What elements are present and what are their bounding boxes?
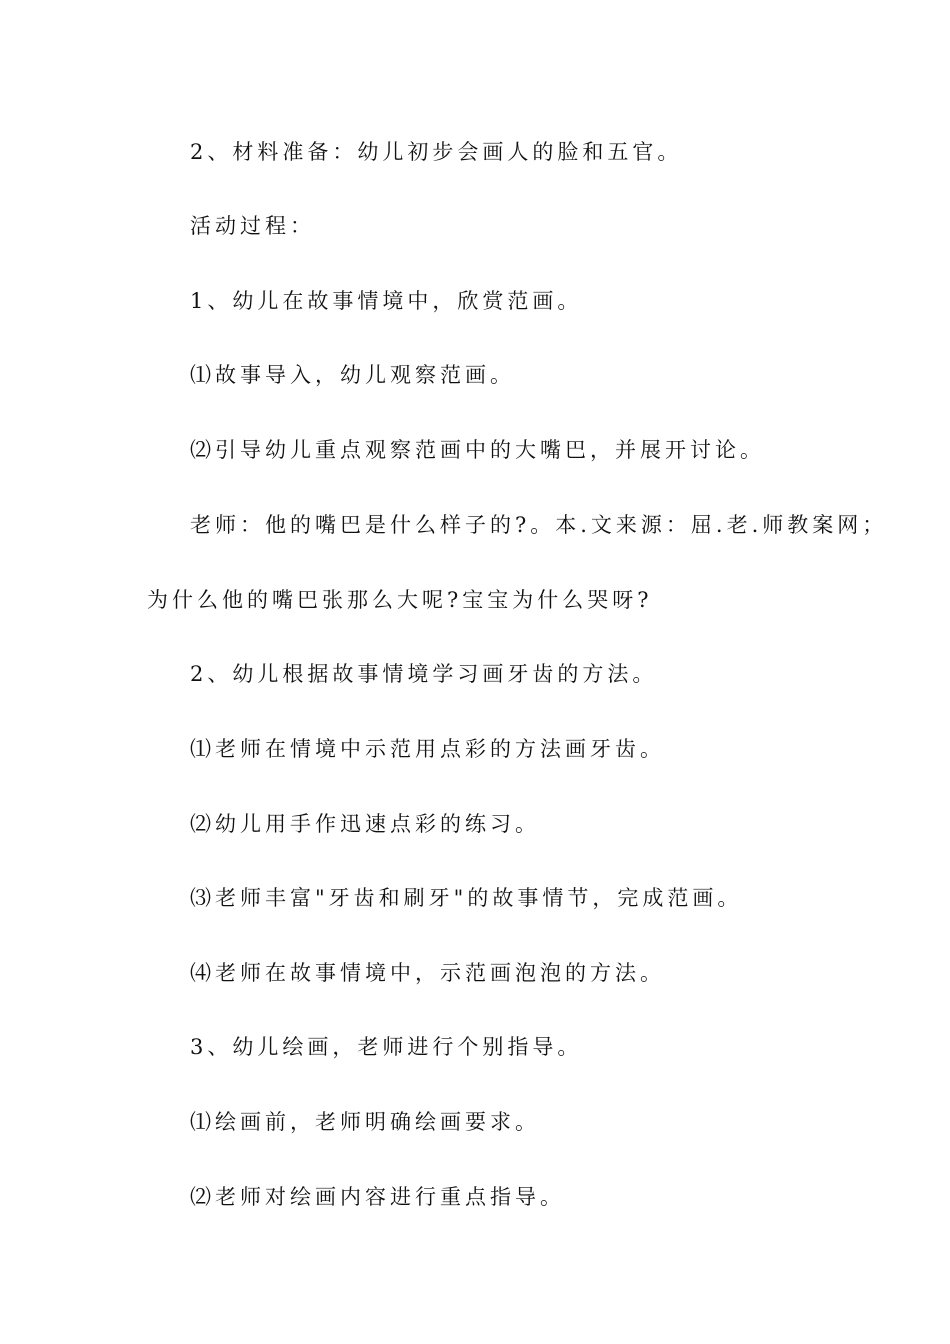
step-1-item-1: ⑴故事导入，幼儿观察范画。	[190, 363, 515, 387]
step-3-heading: 3、幼儿绘画，老师进行个别指导。	[190, 1035, 583, 1059]
teacher-dialogue-continued: 为什么他的嘴巴张那么大呢?宝宝为什么哭呀?	[147, 588, 653, 612]
step-1-item-2: ⑵引导幼儿重点观察范画中的大嘴巴，并展开讨论。	[190, 438, 765, 462]
step-2-item-3: ⑶老师丰富"牙齿和刷牙"的故事情节，完成范画。	[190, 886, 743, 910]
step-2-item-4: ⑷老师在故事情境中，示范画泡泡的方法。	[190, 961, 665, 985]
step-2-item-2: ⑵幼儿用手作迅速点彩的练习。	[190, 812, 540, 836]
step-2-item-1: ⑴老师在情境中示范用点彩的方法画牙齿。	[190, 737, 665, 761]
heading-activity-process: 活动过程：	[190, 214, 315, 238]
teacher-dialogue: 老师：他的嘴巴是什么样子的?。本.文来源：屈.老.师教案网；	[190, 513, 888, 537]
step-1-heading: 1、幼儿在故事情境中，欣赏范画。	[190, 289, 583, 313]
step-2-heading: 2、幼儿根据故事情境学习画牙齿的方法。	[190, 662, 658, 686]
step-3-item-2: ⑵老师对绘画内容进行重点指导。	[190, 1185, 565, 1209]
paragraph-materials: 2、材料准备：幼儿初步会画人的脸和五官。	[190, 140, 683, 164]
step-3-item-1: ⑴绘画前，老师明确绘画要求。	[190, 1110, 540, 1134]
